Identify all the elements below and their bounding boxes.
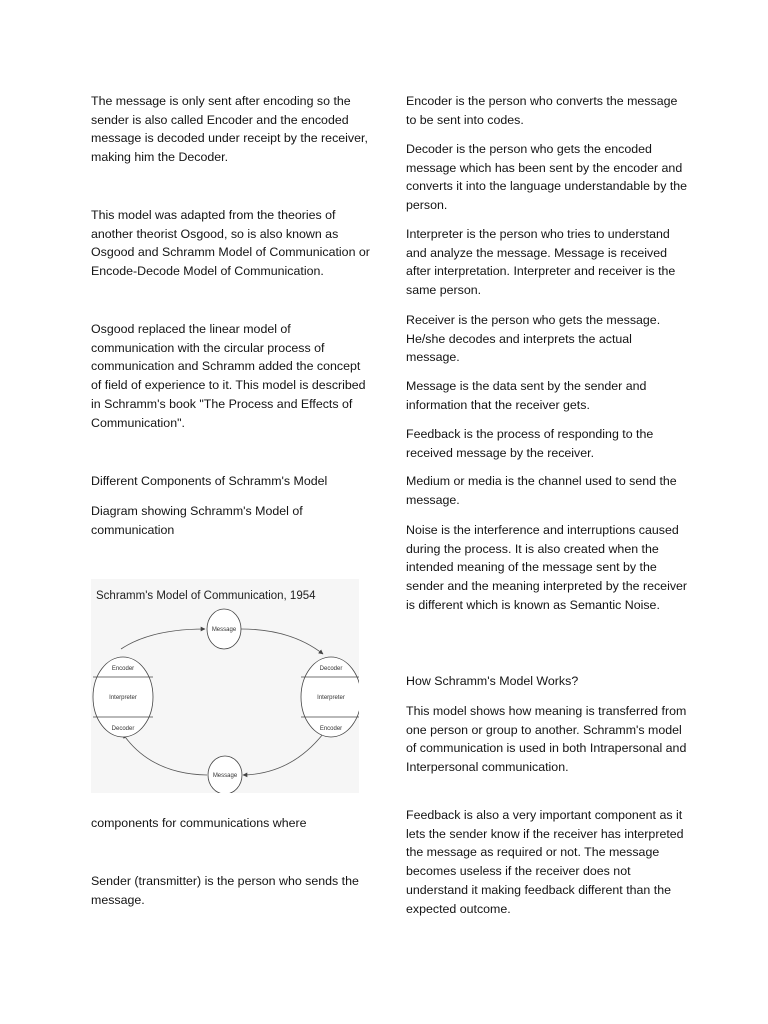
receiver-node (301, 657, 359, 737)
message-node-bottom (208, 756, 242, 793)
arrow-encoder-to-feedback (243, 734, 323, 775)
message-node-top (207, 609, 241, 649)
paragraph-feedback: Feedback is the process of responding to the received message by the receiver. (406, 427, 654, 460)
arrow-feedback-to-decoder (123, 734, 207, 775)
paragraph-how-it-works: This model shows how meaning is transferred from one person or group to another. Schramm's model of communication is used in both Intrapersonal and Interpersonal communication. (406, 704, 687, 775)
paragraph-osgood-origin: This model was adapted from the theories of another theorist Osgood, so is also known as Osgood and Schramm Model of Communication or Encode-Decode Model of Communication. (91, 208, 370, 279)
arrow-message-to-decoder (241, 629, 323, 654)
message-label-top: Message (211, 627, 237, 633)
paragraph-components-intro: components for communications where (91, 816, 307, 830)
sender-node (93, 657, 153, 737)
receiver-decoder-label: Decoder (319, 666, 343, 672)
paragraph-encoder-decoder: The message is only sent after encoding so the sender is also called Encoder and the encoded message is decoded under receipt by the receiver, making him the Decoder. (91, 94, 368, 165)
sender-decoder-label: Decoder (111, 726, 135, 732)
schramm-model-diagram (91, 579, 359, 793)
diagram-caption: Diagram showing Schramm's Model of communication (91, 504, 303, 537)
paragraph-receiver: Receiver is the person who gets the message. He/she decodes and interprets the actual message. (406, 313, 661, 365)
section-heading-how-it-works: How Schramm's Model Works? (406, 674, 579, 688)
paragraph-interpreter: Interpreter is the person who tries to understand and analyze the message. Message is received after interpretation. Interpreter and receiver is the same person. (406, 227, 676, 298)
paragraph-message: Message is the data sent by the sender and information that the receiver gets. (406, 379, 647, 412)
paragraph-circular-process: Osgood replaced the linear model of communication with the circular process of communication and Schramm added the concept of field of experience to it. This model is described in Schramm's book "The Process and Effects of Communication". (91, 322, 366, 430)
paragraph-encoder: Encoder is the person who converts the message to be sent into codes. (406, 94, 678, 127)
paragraph-feedback-importance: Feedback is also a very important component as it lets the sender know if the receiver has interpreted the message as required or not. The message becomes useless if the receiver does not understand it making feedback different than the expected outcome. (406, 808, 684, 916)
receiver-encoder-label: Encoder (319, 726, 343, 732)
message-label-bottom: Message (212, 773, 238, 779)
receiver-interpreter-label: Interpreter (317, 695, 345, 701)
diagram-svg (91, 579, 359, 793)
section-heading-components: Different Components of Schramm's Model (91, 474, 328, 488)
paragraph-decoder: Decoder is the person who gets the encoded message which has been sent by the encoder and converts it into the language understandable by the person. (406, 142, 688, 213)
sender-interpreter-label: Interpreter (109, 695, 137, 701)
arrow-encoder-to-message (121, 629, 205, 649)
sender-encoder-label: Encoder (111, 666, 135, 672)
diagram-title: Schramm's Model of Communication, 1954 (96, 590, 316, 602)
paragraph-sender: Sender (transmitter) is the person who sends the message. (91, 874, 359, 907)
paragraph-noise: Noise is the interference and interruptions caused during the process. It is also created when the intended meaning of the message sent by the sender and the meaning interpreted by the receiver is different which is known as Semantic Noise. (406, 523, 688, 612)
paragraph-medium: Medium or media is the channel used to send the message. (406, 474, 677, 507)
